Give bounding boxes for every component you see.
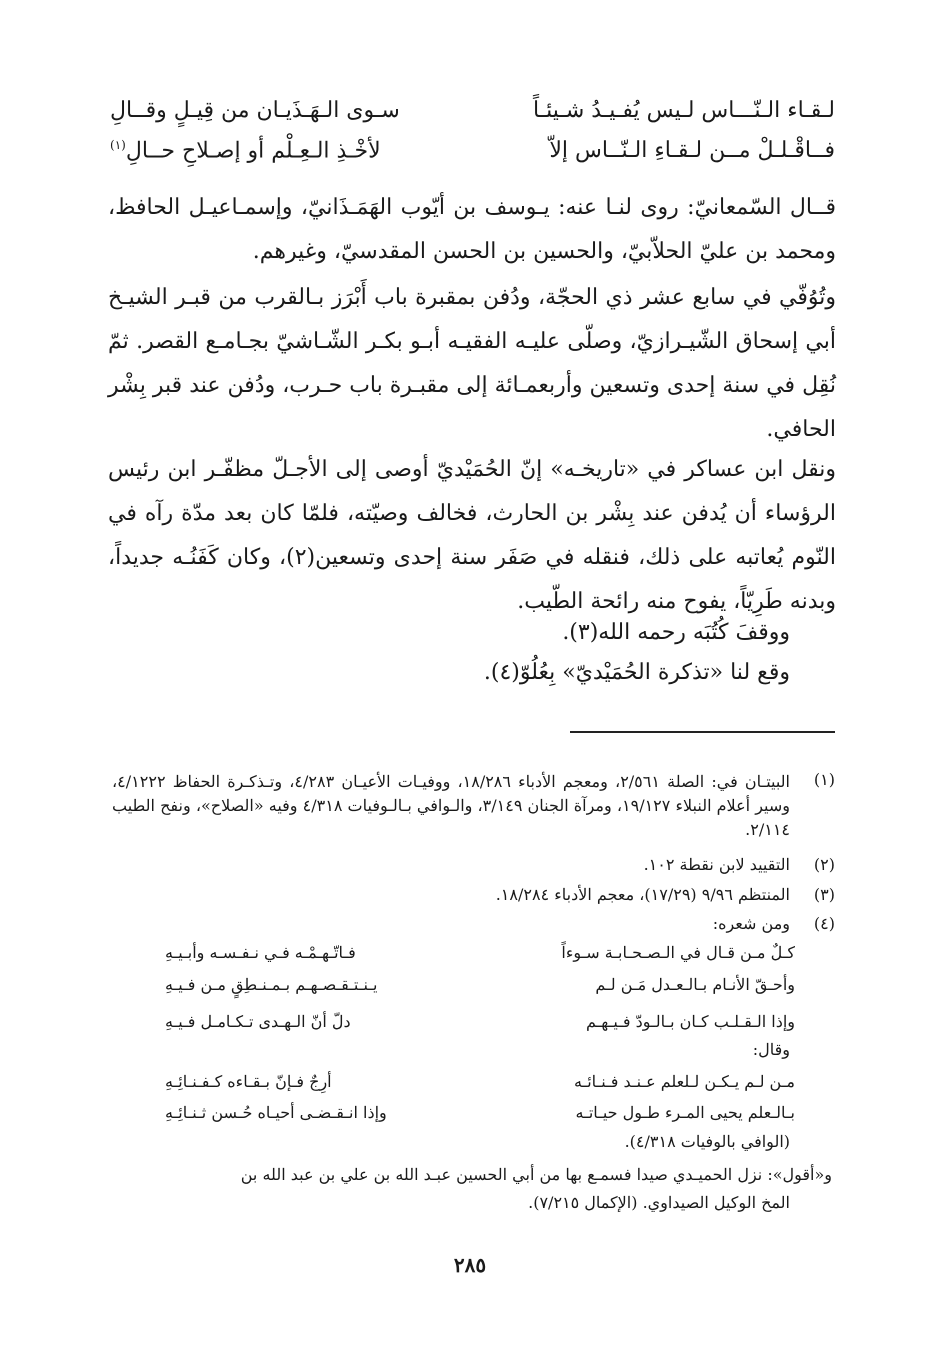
verse-first-hemistich: لـقـاء الـنّـــاس لـيس يُفـيـدُ شـيئـاً [532, 98, 835, 123]
footnote-text: التقييد لابن نقطة ١٠٢. [643, 855, 790, 874]
footnote-verse-first: مـن لـم يـكـن لـلعلم عـنـد فـنـائـه [573, 1072, 795, 1091]
footnote-note-line: و«أقول»: نزل الحميـدي صيدا فسمـع بها من أبي الحسين عبـد الله بن علي بن عبد الله بن [240, 1165, 832, 1184]
footnote-verse [165, 1072, 795, 1098]
footnote-text: المنتظم ٩/٩٦ (١٧/٢٩)، معجم الأدباء ١٨/٢٨٤. [495, 885, 790, 904]
footnote-verse-second: يـنـتـقـصـهـم بـمـنـطِقٍ مـن فـيـهِ [165, 975, 378, 994]
line-books-endowment: ووقفَ كُتُبَه رحمه الله(٣). [562, 620, 790, 645]
footnote-verse [165, 1012, 795, 1038]
footnote-marker: (١) [110, 138, 126, 152]
verse-line [110, 138, 835, 178]
footnote-text: ومن شعره: [712, 914, 790, 933]
footnote-verse-first: بـالـعلم يحيى المـرء طـول حيـاتـه [575, 1103, 795, 1122]
footnote-source: (الوافي بالوفيات ٤/٣١٨). [624, 1132, 790, 1151]
footnote-verse-first: وإذا الـقـلـب كـان بـالـودّ فـيـهـم [585, 1012, 795, 1031]
footnote-said: وقال: [752, 1040, 790, 1059]
footnote-verse [165, 975, 795, 1001]
verse-second-hemistich: لأخْـذِ الـعِـلْم أو إصـلاحِ حــالِ$^{(١)}$ [110, 138, 381, 164]
footnote-verse-first: وأحـقّ الأنـام بـالـعـدل مَـن لـم [595, 975, 795, 994]
footnote-verse-first: كـلٌ مـن قـال في الـصـحـابـة سـوءاً [561, 943, 795, 962]
footnote-verse [165, 1103, 795, 1129]
footnote-separator [570, 731, 835, 733]
paragraph-ibn-asakir: ونقل ابن عساكر في «تاريخـه» إنّ الحُمَيْديّ أوصى إلى الأجـلّ مظفّـر ابن رئيس الرؤساء أن يُدفن عند بِشْر بن الحارث، فخالف وصيّته، فلمّا كان بعد مدّة رآه في النّوم يُعاتبه على ذلك، فنقله في صَفَر سنة إحدى وتسعين(٢)، وكان كَفَنُـه جديداً، وبدنه طَرِيّاً، يفوح منه رائحة الطّيب. [108, 457, 836, 614]
verse-line [110, 98, 835, 138]
footnote-number: (٣) [813, 885, 835, 904]
footnote-number: (٢) [813, 855, 835, 874]
footnote-verse-second: أرِجٌ فـإنّ بـقـاءه كـفـنـائِـهِ [165, 1072, 332, 1091]
footnote-verse-second: دلّ أنّ الـهـدى تـكـامـل فـيـهِ [165, 1012, 351, 1031]
footnote-verse-second: فـاتّـهـمْـه فـي نـفـسـه وأبـيـهِ [165, 943, 356, 962]
footnote-text: البيتـان في: الصلة ٢/٥٦١، ومعجم الأدباء ١٨/٢٨٦، ووفيـات الأعيـان ٤/٢٨٣، وتـذكـرة الحفاظ ٤/١٢٢٢، وسير أعلام النبلاء ١٩/١٢٧، ومرآة الجنان ٣/١٤٩، والـوافي بـالـوفيات ٤/٣١٨ وفيه «الصلاح»، ونفح الطيب ٢/١١٤. [112, 772, 791, 839]
line-tadhkira: وقع لنا «تذكرة الحُمَيْديّ» بِعُلُوّ(٤). [483, 660, 790, 685]
paragraph-death-burial: وتُوُفّي في سابع عشر ذي الحجّة، ودُفن بمقبرة باب أَبْرَز بـالقرب من قبـر الشيـخ أبي إسحاق الشّيـرازيّ، وصلّى عليـه الفقيـه أبـو بكـر الشّـاشيّ بجـامـع القصر. ثمّ نُقِل في سنة إحدى وتسعين وأربعمـائة إلى مقبـرة باب حـرب، ودُفن عند قبر بِشْر الحافي. [108, 285, 836, 442]
footnote-verse [165, 943, 795, 969]
verse-first-hemistich: فــاقْـلـلْ مــن لـقـاءِ الـنّــاس إلاّ [549, 138, 835, 163]
footnote-verse-second: وإذا انـقـضـى أحيـاه حُـسن ثـنـائِـهِ [165, 1103, 387, 1122]
page-number: ٢٨٥ [453, 1253, 487, 1277]
footnote-number: (١) [813, 770, 835, 789]
verse-second-hemistich: سـوى الـهَـذَيـان من قِيـلٍ وقــالِ [110, 98, 400, 123]
footnote-number: (٤) [813, 914, 835, 933]
paragraph-narrators: قــال السّمعانيّ: روى لنـا عنه: يـوسف بن أيّوب الهَمَـذَانيّ، وإسمـاعيـل الحافظ، ومحمد بن عليّ الحلاّبيّ، والحسين بن الحسن المقدسيّ، وغيرهم. [108, 195, 836, 264]
footnote-note-line: المخ الوكيل الصيداوي. (الإكمال ٧/٢١٥). [528, 1193, 790, 1212]
